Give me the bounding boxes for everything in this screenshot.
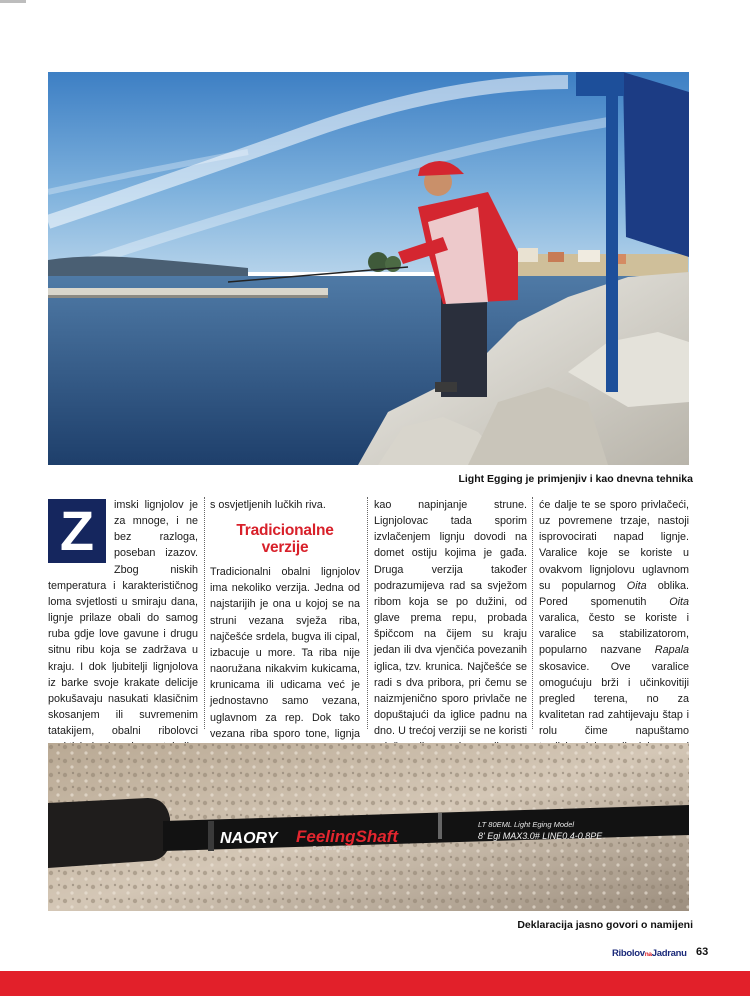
rod-brand-text: NAORY	[220, 830, 278, 847]
rod-tagline-text: Don't think, FEEL!	[313, 846, 354, 852]
page-number: 63	[696, 946, 709, 958]
article-column-2	[210, 497, 360, 758]
column-divider	[204, 497, 205, 729]
caption-top-photo: Light Egging je primjenjiv i kao dnevna tehnika	[458, 473, 693, 485]
column-3-text: kao napinjanje strune. Lignjolovac tada sporim izvlačenjem lignju dovodi na domet ostiju kojima je gađa. Druga verzija također podrazumijeva rad sa svježom ribom koja se po dužini, od glave prema repu, probada špičcom na čijem su kraju jedan ili dva vjenčića povezanih iglica, tzv. krunica. Najčešće se radi s dva pribora, pri čemu se naizmjenično sporo privlače ne dopuštajući da iglice padnu na dno. U trećoj verziji se ne koristi	[374, 499, 527, 738]
column-2-text: Tradicionalni obalni lignjolov ima nekoliko verzija. Jedna od najstarijih je ona u kojoj se na struni vezana svježa riba, najčešće srdela, bugva ili cipal, izbacuje u more. Ta riba nije naoružana nikakvim kukicama, krunicama ili udicama već je jednostavno samo vezana, uglavnom za rep. Dok tako vezana riba sporo tone, lignja	[210, 566, 360, 740]
magazine-logo: RibolovnaJadranu	[612, 948, 687, 959]
column-1-text: imski lignjolov je za mnoge, i ne bez razloga, poseban izazov. Zbog niskih temperatura i karakterističnog loma svjetlosti u smiraju dana, lignje prilaze obali do samog ruba gdje love gavune i drugu sitnu ribu koja se zadržava u kraju. I dok ljubitelji lignjolova iz barke svoje krakate delicije pokušavaju nasukati klasičnim skosanjem ili suvremenim tatakijem, obalni ribolovci	[48, 499, 198, 738]
caption-bottom-photo: Deklaracija jasno govori o namijeni	[517, 919, 693, 931]
photo-fishing-rod-label	[48, 743, 689, 911]
photo-angler-on-rocks	[48, 72, 689, 465]
column-divider	[367, 497, 368, 729]
dropcap-letter: Z	[48, 499, 106, 563]
column-2-lead: s osvjetljenih lučkih riva.	[210, 499, 326, 511]
column-4-text: će dalje te se sporo privlačeći, uz povremene trzaje, nastoji isprovocirati napad lignje. Varalice koje se koriste u ovakvom lignjolovu uglavnom su popularnog Oita oblika. Pored spomenutih Oita varalica, često se koriste i varalice sa stabilizatorom, popularno nazvane Rapala skosavice. Ove varalice omogućuju brži i učinkovitiji pregled terena, no za kvalitetan rad zahtijevaju štap i rolu čime napuštamo	[539, 499, 689, 738]
rod-spec-line-2: 8' Egi MAX3.0# LINE0.4-0.8PE	[478, 831, 603, 841]
article-column-1	[48, 497, 198, 772]
subheading-line-2: verzije	[261, 539, 309, 557]
subheading-line-1: Tradicionalne	[236, 522, 334, 540]
column-divider	[532, 497, 533, 729]
top-edge-mark	[0, 0, 26, 3]
rod-spec-line-1: LT 80EML Light Eging Model	[478, 820, 575, 829]
subheading-tradicionalne-verzije	[210, 522, 360, 556]
rod-model-text: FeelingShaft	[296, 827, 399, 846]
footer-color-bar	[0, 971, 750, 996]
